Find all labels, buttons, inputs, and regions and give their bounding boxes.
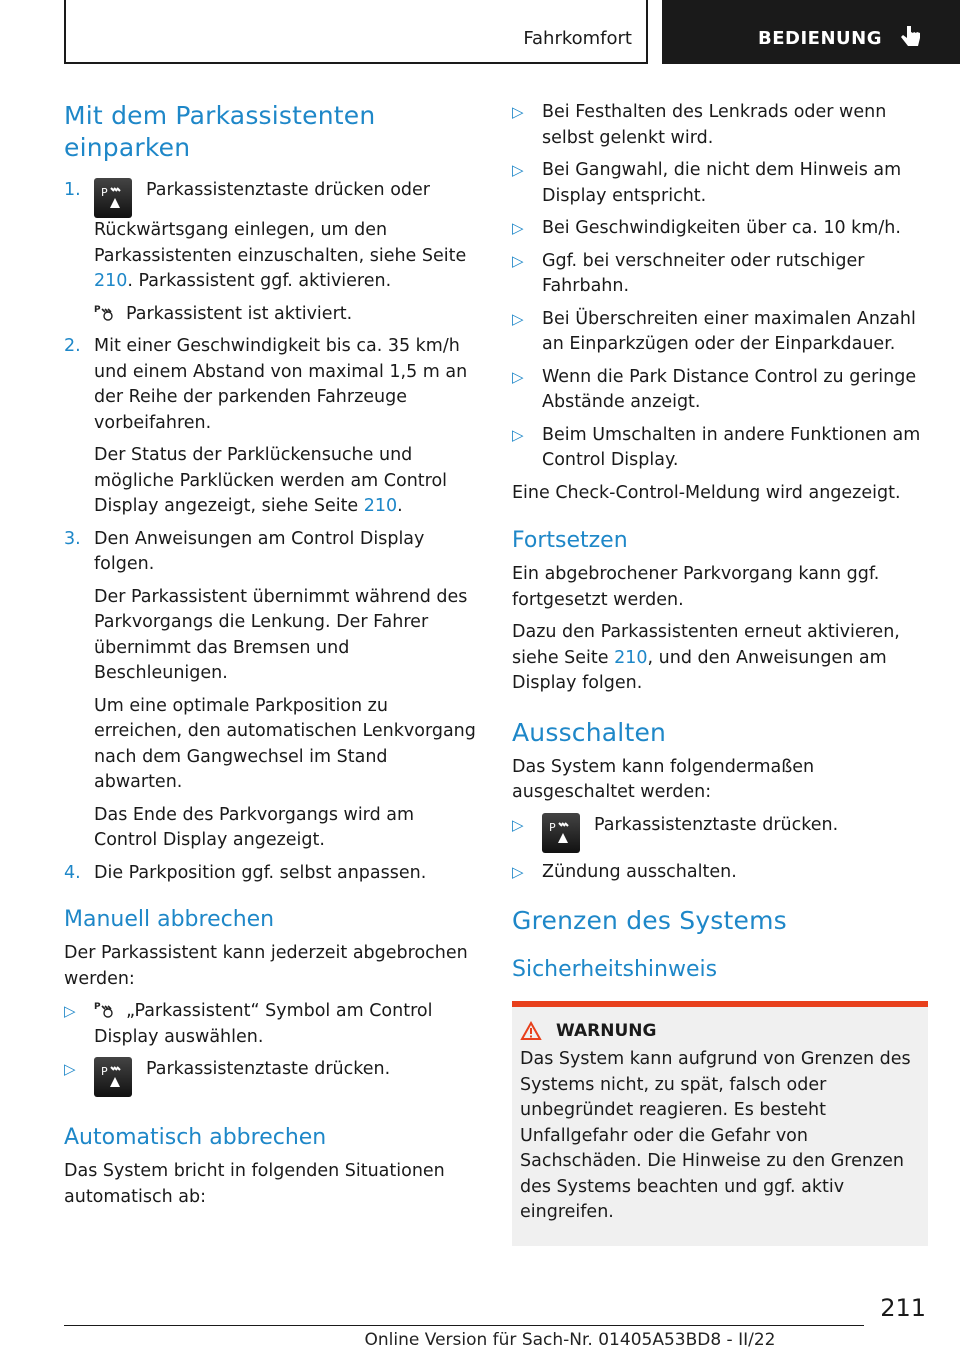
bullet-triangle-icon: ▷: [512, 862, 524, 881]
limits-title: Grenzen des Systems: [512, 906, 787, 935]
step-3-sub-3: Das Ende des Parkvorgangs wird am Control Display angezeigt.: [94, 804, 415, 850]
step-3-sub-1: Der Parkassistent übernimmt während des Parkvorgangs die Lenkung. Der Fahrer übernimmt das Bremsen und Beschleunigen.: [94, 586, 468, 683]
step-4-text: Die Parkposition ggf. selbst anpassen.: [94, 862, 427, 883]
switch-off-title: Ausschalten: [512, 717, 667, 747]
manual-bullet-1: [64, 999, 480, 1050]
step-1-text: Parkassistenztaste drücken oder Rückwärtsgang einlegen, um den Parkassistenten einzuschalten, siehe Seite: [94, 180, 467, 266]
step-1-sub: [64, 302, 480, 328]
bullet-triangle-icon: ▷: [512, 309, 524, 328]
svg-text:P: P: [94, 304, 101, 315]
manual-cancel-text: Der Parkassistent kann jederzeit abgebrochen werden:: [64, 943, 468, 989]
auto-cancel-text: Das System bricht in folgenden Situationen automatisch ab:: [64, 1161, 445, 1207]
step-4: [64, 861, 480, 887]
auto-cancel-title: Automatisch abbrechen: [64, 1125, 327, 1150]
step-1-end: . Parkassistent ggf. aktivieren.: [127, 271, 392, 291]
auto-bullet-1: [512, 100, 928, 151]
bullet-triangle-icon: ▷: [512, 251, 524, 270]
header-chapter: BEDIENUNG: [758, 28, 882, 49]
manual-bullet-1-text: „Parkassistent“ Symbol am Control Display auswählen.: [94, 1001, 433, 1047]
footer-text: Online Version für Sach-Nr. 01405A53BD8 - II/22: [364, 1330, 776, 1350]
continue-link[interactable]: 210: [614, 647, 648, 668]
page-number: 211: [880, 1294, 926, 1322]
manual-cancel-title: Manuell abbrechen: [64, 907, 275, 932]
step-3-number: 3.: [64, 528, 81, 549]
step-2-number: 2.: [64, 336, 81, 356]
auto-bullet-4: [512, 249, 928, 300]
left-column: [64, 100, 480, 1217]
continue-text: Ein abgebrochener Parkvorgang kann ggf. fortgesetzt werden.: [512, 564, 880, 610]
hand-pointer-icon: [898, 24, 924, 52]
step-1-number: 1.: [64, 180, 81, 200]
step-1: [64, 178, 480, 295]
auto-bullet-text: Wenn die Park Distance Control zu geringe Abstände anzeigt.: [542, 366, 917, 412]
park-assist-symbol-icon: [94, 1000, 116, 1018]
warning-text: Das System kann aufgrund von Grenzen des Systems nicht, zu spät, falsch oder unbegründet reagieren. Es besteht Unfallgefahr oder die Gefahr von Sachschäden. Die Hinweise zu den Grenzen des Systems beachten und ggf. aktiv eingreifen.: [520, 1049, 911, 1222]
step-2-sub-text: Der Status der Parklückensuche und mögliche Parklücken werden am Control Display angezeigt, siehe Seite: [94, 445, 448, 516]
bullet-triangle-icon: ▷: [512, 103, 524, 121]
svg-text:P: P: [549, 820, 556, 834]
section-title: Mit dem Parkassistenten einparken: [64, 101, 376, 162]
step-2-text: Mit einer Geschwindigkeit bis ca. 35 km/h und einem Abstand von maximal 1,5 m an der Reihe der parkenden Fahrzeuge vorbeifahren.: [94, 336, 468, 433]
continue-title: Fortsetzen: [512, 528, 628, 553]
manual-bullet-2: [64, 1057, 480, 1097]
auto-bullet-text: Bei Überschreiten einer maximalen Anzahl an Einparkzügen oder der Einparkdauer.: [542, 308, 916, 354]
auto-bullet-text: Ggf. bei verschneiter oder rutschiger Fahrbahn.: [542, 250, 865, 296]
step-2-link[interactable]: 210: [363, 496, 398, 516]
off-bullet-1: [512, 813, 928, 853]
off-bullet-1-text: Parkassistenztaste drücken.: [594, 814, 839, 835]
step-2: [64, 334, 480, 436]
auto-bullet-text: Beim Umschalten in andere Funktionen am Control Display.: [542, 424, 921, 470]
park-assist-button-icon: [94, 178, 132, 218]
park-assist-button-icon: [542, 813, 580, 853]
switch-off-text: Das System kann folgendermaßen ausgeschaltet werden:: [512, 756, 815, 802]
warning-triangle-icon: [520, 1021, 542, 1041]
svg-text:P: P: [101, 1065, 108, 1078]
step-1-link[interactable]: 210: [94, 271, 128, 291]
step-1-sub-text: Parkassistent ist aktiviert.: [126, 303, 353, 324]
manual-bullet-2-text: Parkassistenztaste drücken.: [146, 1059, 391, 1079]
auto-bullet-text: Bei Festhalten des Lenkrads oder wenn selbst gelenkt wird.: [542, 102, 887, 148]
bullet-triangle-icon: ▷: [512, 367, 524, 386]
bullet-triangle-icon: ▷: [512, 815, 524, 834]
header-chapter-box: [662, 0, 960, 64]
warning-title-row: [520, 1021, 920, 1041]
step-2-sub-end: .: [397, 496, 403, 516]
auto-bullet-5: [512, 307, 928, 358]
auto-bullet-text: Bei Gangwahl, die nicht dem Hinweis am Display entspricht.: [542, 160, 902, 206]
continue-text-2-start: Dazu den Parkassistenten erneut aktivieren, siehe Seite: [512, 622, 900, 668]
bullet-triangle-icon: ▷: [64, 1060, 76, 1078]
auto-bullet-7: [512, 423, 928, 474]
step-2-sub: [64, 443, 480, 520]
step-3-text: Den Anweisungen am Control Display folgen.: [94, 528, 425, 574]
continue-text-2-end: , und den Anweisungen am Display folgen.: [512, 647, 887, 693]
footer-divider: [64, 1325, 864, 1326]
park-assist-symbol-icon: [94, 303, 116, 321]
auto-bullet-2: [512, 158, 928, 209]
warning-box: [512, 1001, 928, 1246]
right-column: [512, 100, 928, 1246]
auto-bullet-text: Bei Geschwindigkeiten über ca. 10 km/h.: [542, 218, 901, 238]
warning-title: WARNUNG: [556, 1021, 657, 1041]
auto-bullet-6: [512, 365, 928, 416]
step-4-number: 4.: [64, 862, 81, 883]
bullet-triangle-icon: ▷: [512, 219, 524, 237]
header-section: Fahrkomfort: [523, 28, 632, 49]
svg-text:P: P: [94, 1002, 101, 1012]
park-assist-button-icon: [94, 1057, 132, 1097]
header-section-box: [64, 0, 648, 64]
off-bullet-2-text: Zündung ausschalten.: [542, 861, 737, 882]
auto-bullet-3: [512, 216, 928, 242]
bullet-triangle-icon: ▷: [512, 425, 524, 444]
bullet-triangle-icon: ▷: [64, 1002, 76, 1020]
step-3: [64, 527, 480, 578]
safety-title: Sicherheitshinweis: [512, 957, 718, 982]
off-bullet-2: [512, 860, 928, 886]
check-control-message: Eine Check-Control-Meldung wird angezeigt.: [512, 482, 901, 503]
step-3-sub-2: Um eine optimale Parkposition zu erreichen, den automatischen Lenkvorgang nach dem Gangwechsel im Stand abwarten.: [94, 695, 476, 792]
continue-text-2: [512, 620, 928, 697]
svg-text:P: P: [101, 186, 108, 199]
bullet-triangle-icon: ▷: [512, 161, 524, 179]
